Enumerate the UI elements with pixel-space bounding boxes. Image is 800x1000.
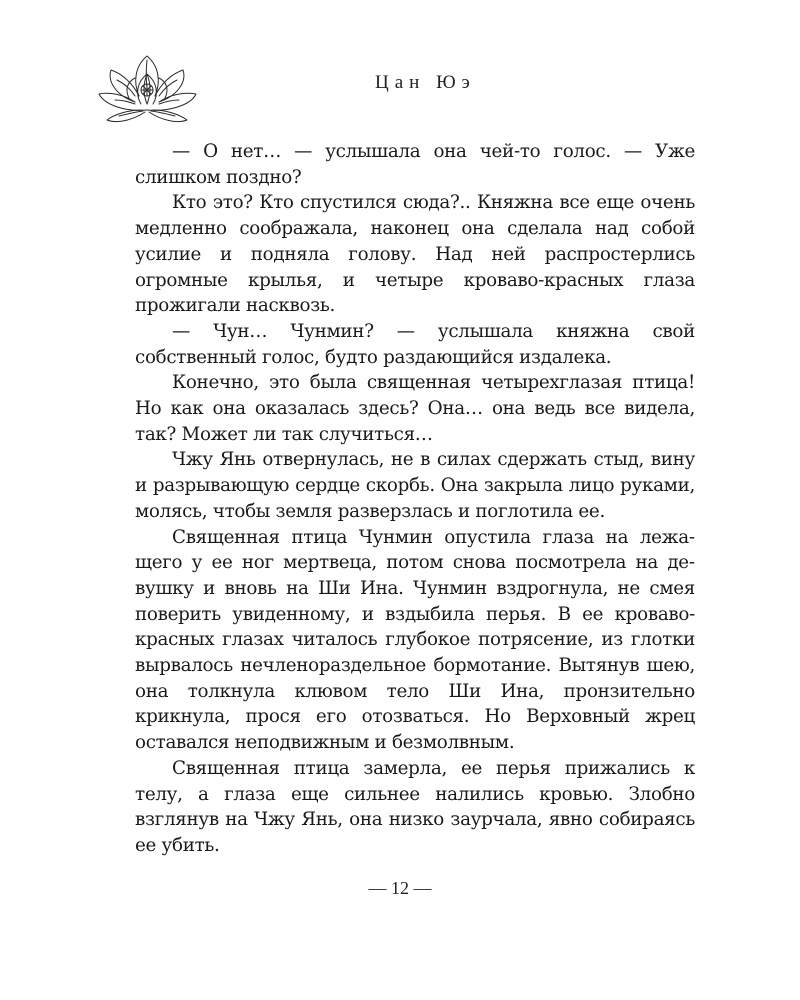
paragraph: Священная птица Чунмин опустила глаза на лежащего у ее ног мертвеца, потом снова посмотрела на девушку и вновь на Ши Ина. Чунмин вздрогнула, не смея поверить увиденному, и вздыбила перья. В ее кроваво-красных глазах читалось глубокое потрясение, из глотки вырвалось нечленораздельное бормотание. Вытянув шею, она толкнула клювом тело Ши Ина, пронзительно крикнула, прося его отозваться. Но Верховный жрец оставался неподвижным и безмолвным. <box>135 526 695 754</box>
paragraph: Кто это? Кто спустился сюда?.. Княжна все еще очень медленно соображала, наконец она сделала над собой усилие и подняла голову. Над ней распростерлись огромные крылья, и четыре кроваво-красных глаза прожигали насквозь. <box>135 192 695 317</box>
paragraph: Священная птица замерла, ее перья прижались к телу, а глаза еще сильнее налились кровью. Злобно взглянув на Чжу Янь, она низко заурчала, явно собираясь ее убить. <box>135 757 695 856</box>
lotus-flower-icon <box>95 50 200 128</box>
page-number: — 12 — <box>368 878 432 898</box>
paragraph: Конечно, это была священная четырехглазая птица! Но как она оказалась здесь? Она… она ведь все видела, так? Может ли так случиться… <box>135 372 695 445</box>
paragraph: Чжу Янь отвернулась, не в силах сдержать стыд, вину и разрывающую сердце скорбь. Она закрыла лицо руками, молясь, чтобы земля разверзлась и поглотила ее. <box>135 449 695 522</box>
paragraph: — Чун… Чунмин? — услышала княжна свой собственный голос, будто раздающийся издалека. <box>135 320 695 368</box>
running-head: Цан Юэ <box>375 72 476 93</box>
paragraph: — О нет… — услышала она чей-то голос. — Уже слишком поздно? <box>135 141 695 188</box>
body-text <box>135 139 695 859</box>
